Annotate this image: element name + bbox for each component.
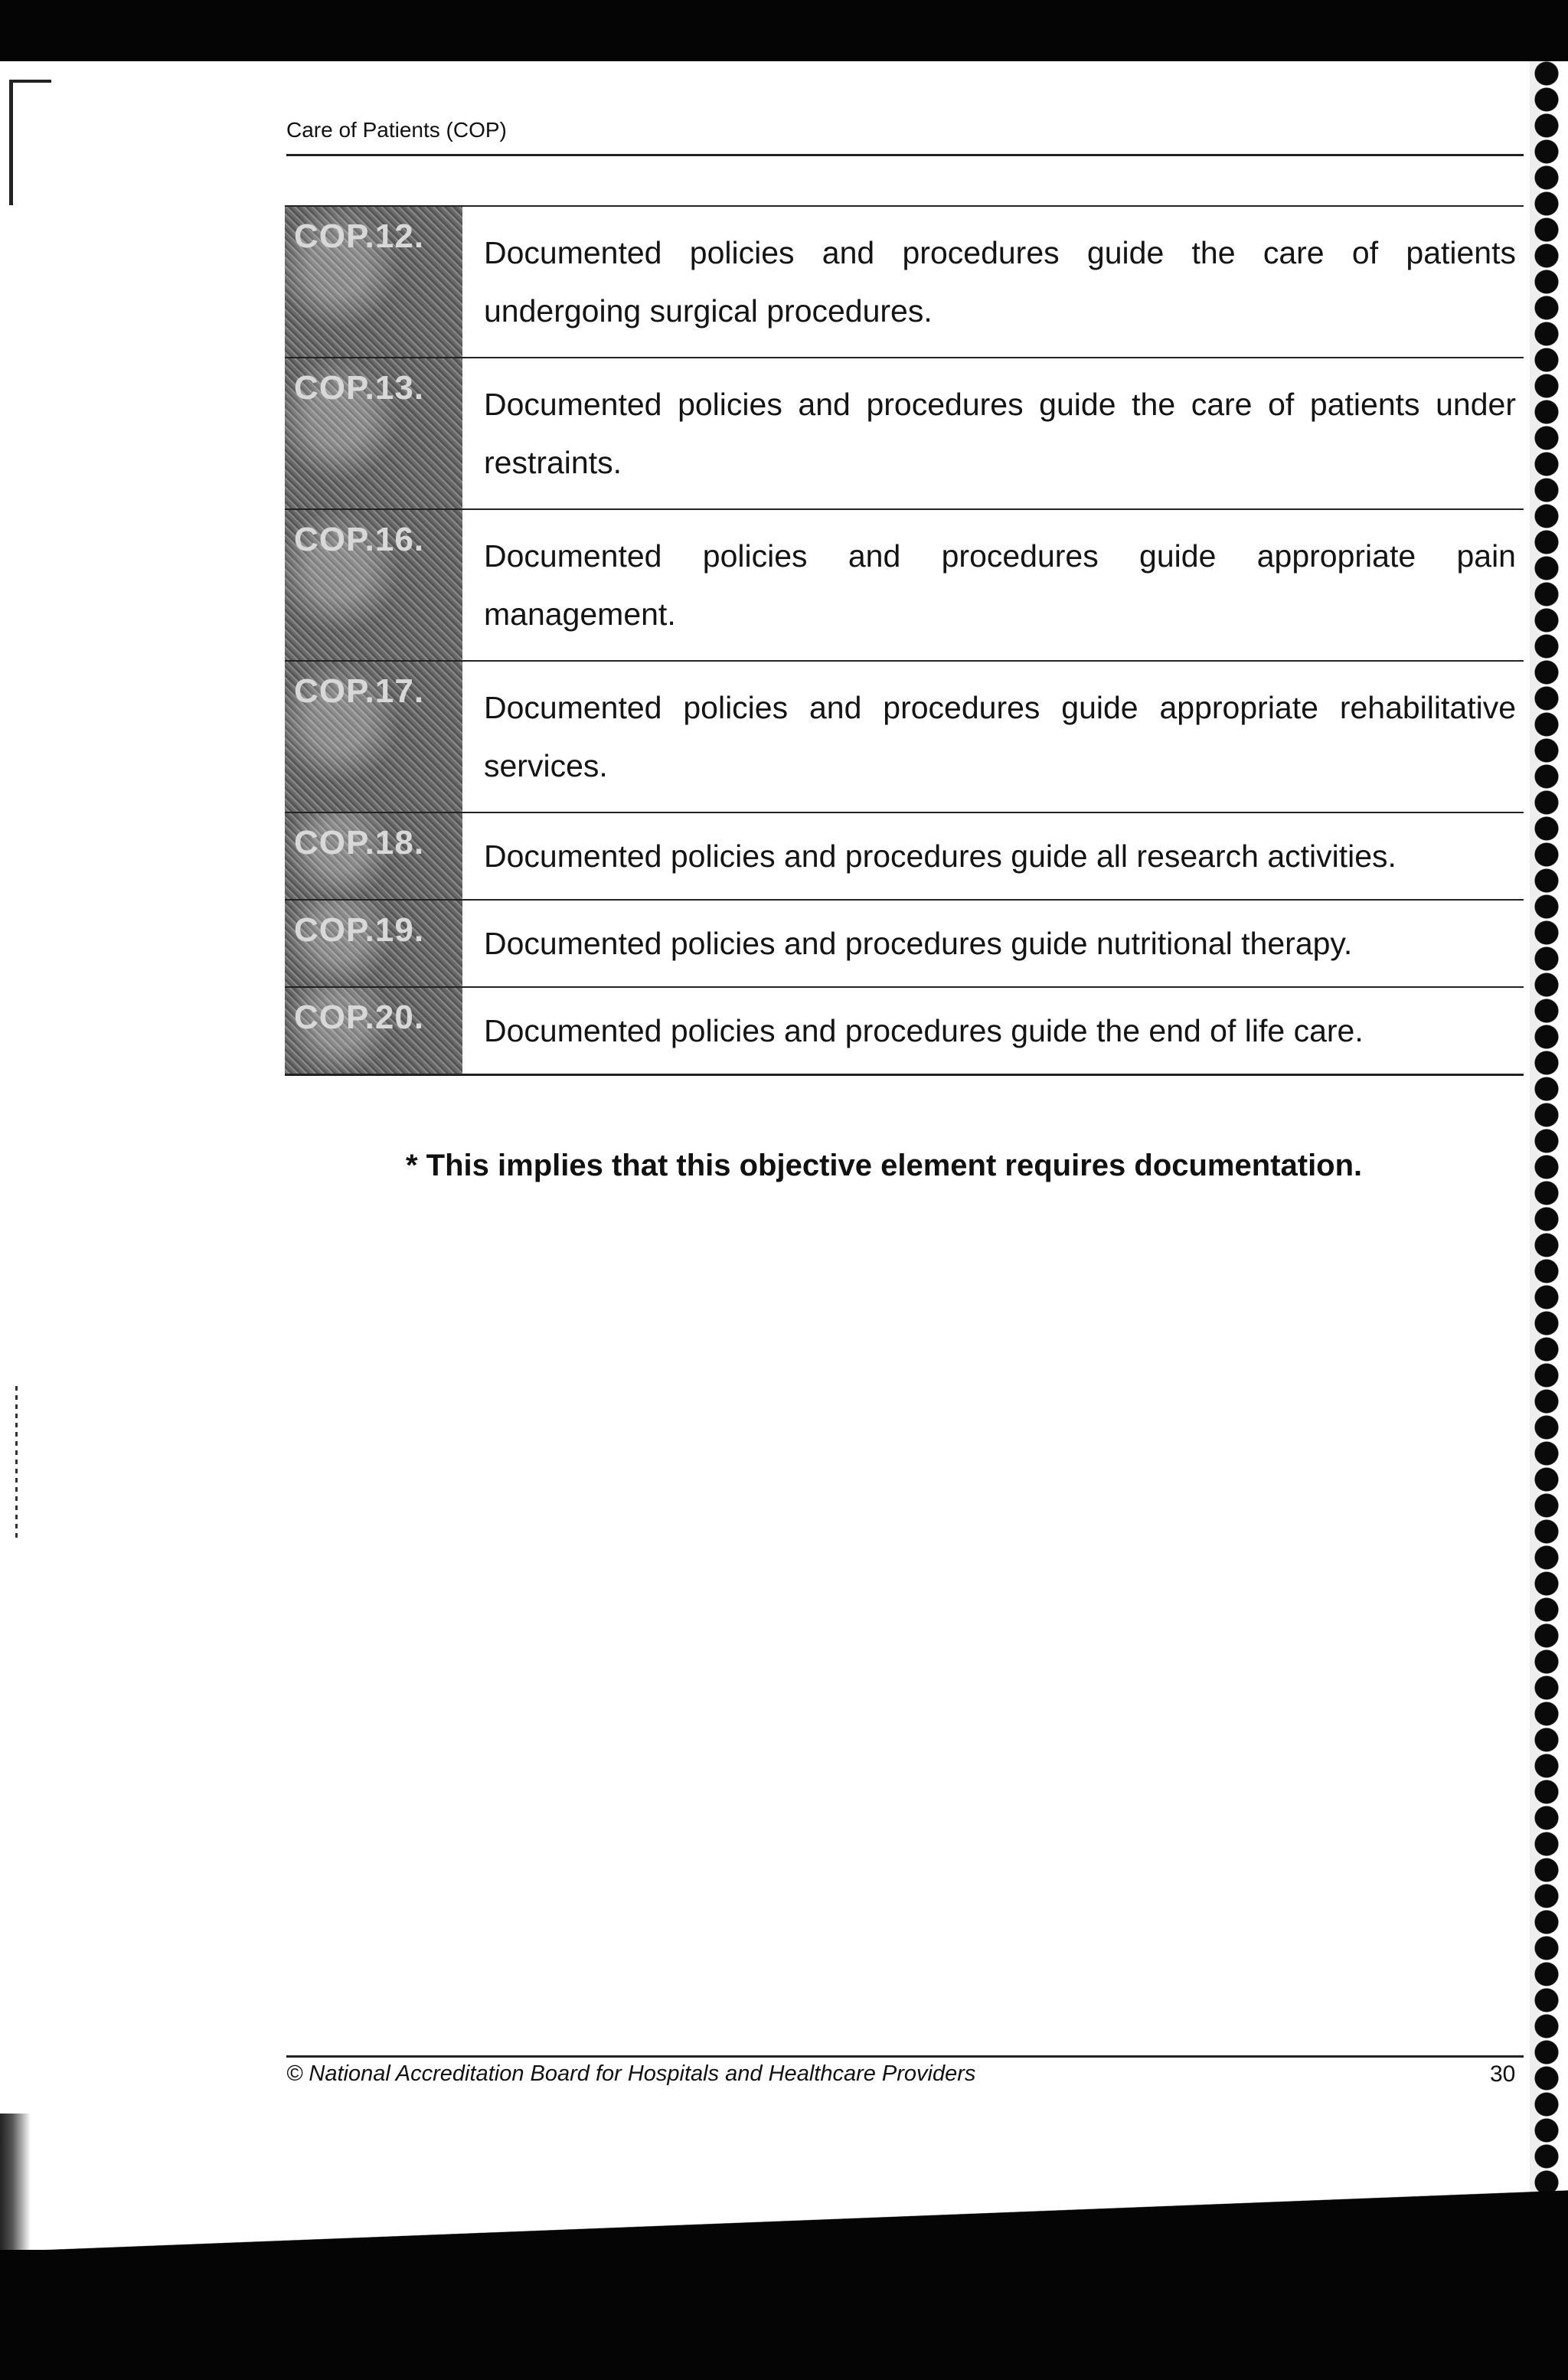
spiral-binding (1524, 61, 1568, 2251)
standard-code: COP.17. (285, 662, 462, 812)
standard-code: COP.20. (285, 988, 462, 1074)
standard-code: COP.19. (285, 901, 462, 986)
standard-text: Documented policies and procedures guide appropriate rehabilitative services. (484, 690, 1516, 783)
scan-top-edge (0, 0, 1568, 61)
standards-table (285, 205, 1524, 1076)
table-row (285, 901, 1524, 988)
table-row (285, 510, 1524, 662)
header-rule (286, 154, 1524, 156)
documentation-note: * This implies that this objective element requires documentation. (406, 1149, 1363, 1182)
scan-left-mark (15, 1386, 18, 1539)
page-number: 30 (1490, 2061, 1516, 2087)
footer-copyright: © National Accreditation Board for Hospitals and Healthcare Providers (286, 2061, 976, 2086)
table-row (285, 813, 1524, 901)
standard-code: COP.18. (285, 813, 462, 899)
standard-text: Documented policies and procedures guide appropriate pain management. (484, 538, 1516, 632)
standard-text: Documented policies and procedures guide all research activities. (484, 839, 1396, 874)
scan-corner-mark (9, 80, 51, 205)
standard-code: COP.16. (285, 510, 462, 660)
standard-text: Documented policies and procedures guide the care of patients undergoing surgical procedures. (484, 235, 1516, 329)
table-row (285, 662, 1524, 813)
running-header: Care of Patients (COP) (286, 118, 507, 142)
footer-rule (286, 2055, 1524, 2058)
standard-code: COP.12. (285, 207, 462, 357)
standard-text: Documented policies and procedures guide nutritional therapy. (484, 926, 1353, 961)
table-row (285, 988, 1524, 1074)
table-row (285, 207, 1524, 358)
standard-text: Documented policies and procedures guide the end of life care. (484, 1013, 1364, 1048)
scan-bottom-shadow (0, 2190, 1568, 2251)
standard-text: Documented policies and procedures guide the care of patients under restraints. (484, 387, 1516, 480)
table-row (285, 358, 1524, 510)
scan-bottom-edge (0, 2250, 1568, 2380)
standard-code: COP.13. (285, 358, 462, 508)
